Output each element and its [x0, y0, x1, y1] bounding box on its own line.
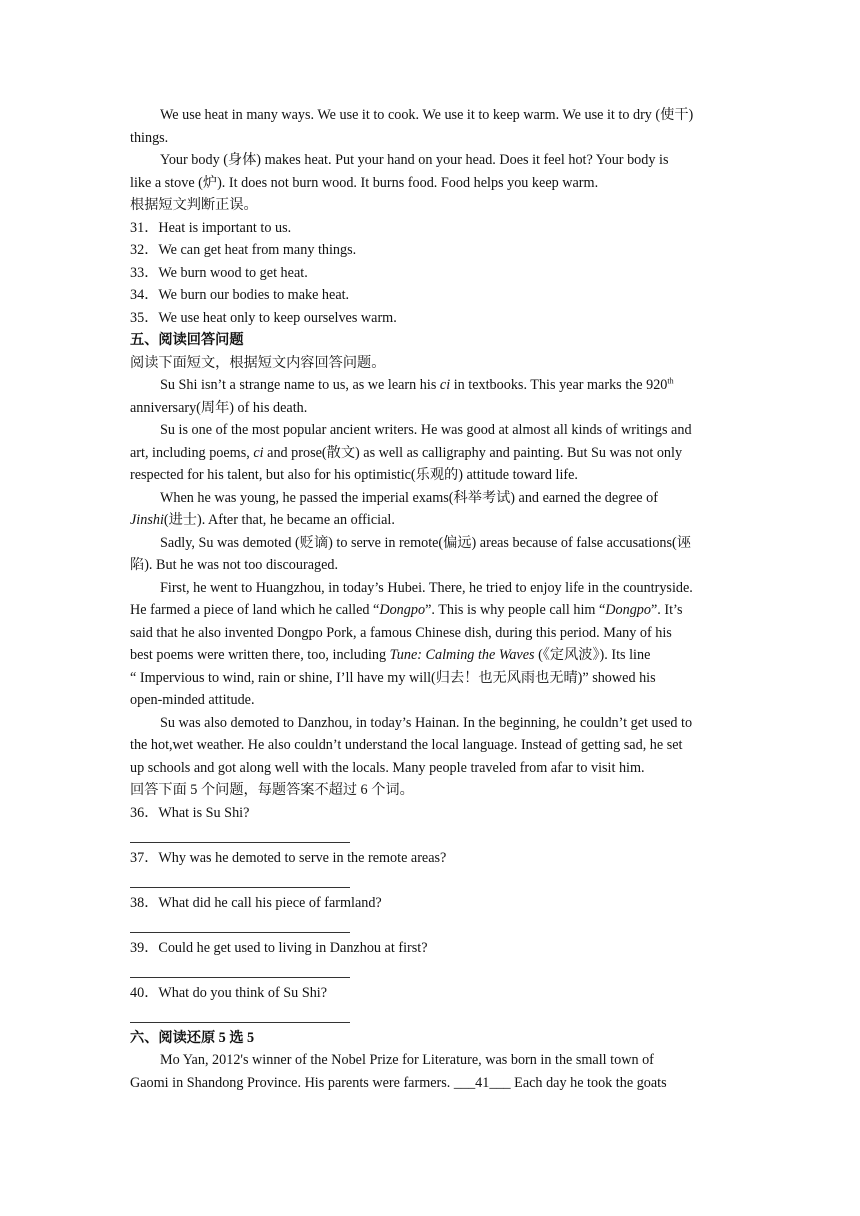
worksheet-page [130, 104, 740, 1094]
paragraph-line: “ Impervious to wind, rain or shine, I’ll have my will(归去！也无风雨也无晴)” showed his [130, 669, 656, 686]
paragraph-line: Sadly, Su was demoted (贬谪) to serve in remote(偏远) areas because of false accusations(诬 [160, 534, 691, 551]
section-heading: 五、阅读回答问题 [130, 332, 244, 348]
paragraph-line: the hot,wet weather. He also couldn’t understand the local language. Instead of getting sad, he set [130, 737, 683, 753]
paragraph-line: said that he also invented Dongpo Pork, a famous Chinese dish, during this period. Many of his [130, 624, 672, 641]
statement-item: 33．We burn wood to get heat. [130, 264, 308, 281]
instruction-text: 回答下面 5 个问题，每题答案不超过 6 个词。 [130, 782, 414, 798]
paragraph-line: Gaomi in Shandong Province. His parents were farmers. ___41___ Each day he took the goats [130, 1074, 667, 1091]
answer-blank[interactable] [130, 914, 740, 937]
paragraph-line: When he was young, he passed the imperial exams(科举考试) and earned the degree of [160, 489, 658, 506]
paragraph-line: art, including poems, ci and prose(散文) as well as calligraphy and painting. But Su was not only [130, 444, 683, 461]
question-item: 40．What do you think of Su Shi? [130, 984, 328, 1001]
paragraph-line: Su Shi isn’t a strange name to us, as we learn his ci in textbooks. This year marks the 920th [160, 376, 674, 393]
paragraph-line: 陷). But he was not too discouraged. [130, 557, 339, 573]
question-item: 36．What is Su Shi? [130, 804, 250, 821]
answer-blank[interactable] [130, 824, 740, 847]
statement-item: 34．We burn our bodies to make heat. [130, 287, 350, 303]
question-item: 39．Could he get used to living in Danzhou at first? [130, 939, 428, 956]
question-item: 38．What did he call his piece of farmland? [130, 894, 382, 911]
answer-blank[interactable] [130, 959, 740, 982]
paragraph-line: First, he went to Huangzhou, in today’s Hubei. There, he tried to enjoy life in the countryside. [160, 579, 693, 596]
statement-item: 32．We can get heat from many things. [130, 242, 357, 258]
statement-item: 31．Heat is important to us. [130, 219, 292, 236]
gap-blank-41[interactable]: ___41___ [453, 1074, 511, 1091]
paragraph-line: He farmed a piece of land which he called “Dongpo”. This is why people call him “Dongpo”. It’s [130, 602, 683, 618]
paragraph-line: up schools and got along well with the locals. Many people traveled from afar to visit him. [130, 759, 645, 776]
statement-item: 35．We use heat only to keep ourselves warm. [130, 309, 397, 326]
paragraph-line: We use heat in many ways. We use it to cook. We use it to keep warm. We use it to dry (使干) [160, 107, 694, 123]
question-item: 37．Why was he demoted to serve in the remote areas? [130, 849, 447, 866]
paragraph-line: things. [130, 129, 169, 146]
answer-blank[interactable] [130, 1004, 740, 1027]
paragraph-line: respected for his talent, but also for his optimistic(乐观的) attitude toward life. [130, 467, 578, 483]
paragraph-line: Your body (身体) makes heat. Put your hand on your head. Does it feel hot? Your body is [160, 152, 669, 168]
paragraph-line: like a stove (炉). It does not burn wood. It burns food. Food helps you keep warm. [130, 174, 599, 191]
paragraph-line: Jinshi(进士). After that, he became an official. [130, 512, 395, 528]
answer-blank[interactable] [130, 869, 740, 892]
paragraph-line: best poems were written there, too, including Tune: Calming the Waves (《定风波》). Its line [130, 647, 651, 663]
paragraph-line: Su was also demoted to Danzhou, in today’s Hainan. In the beginning, he couldn’t get used to [160, 714, 693, 731]
instruction-text: 阅读下面短文，根据短文内容回答问题。 [130, 354, 386, 371]
instruction-text: 根据短文判断正误。 [130, 197, 258, 213]
paragraph-line: anniversary(周年) of his death. [130, 399, 308, 416]
section-heading: 六、阅读还原 5 选 5 [130, 1029, 255, 1046]
paragraph-line: Mo Yan, 2012's winner of the Nobel Prize for Literature, was born in the small town of [160, 1052, 654, 1068]
paragraph-line: Su is one of the most popular ancient writers. He was good at almost all kinds of writings and [160, 422, 692, 438]
paragraph-line: open-minded attitude. [130, 692, 255, 708]
